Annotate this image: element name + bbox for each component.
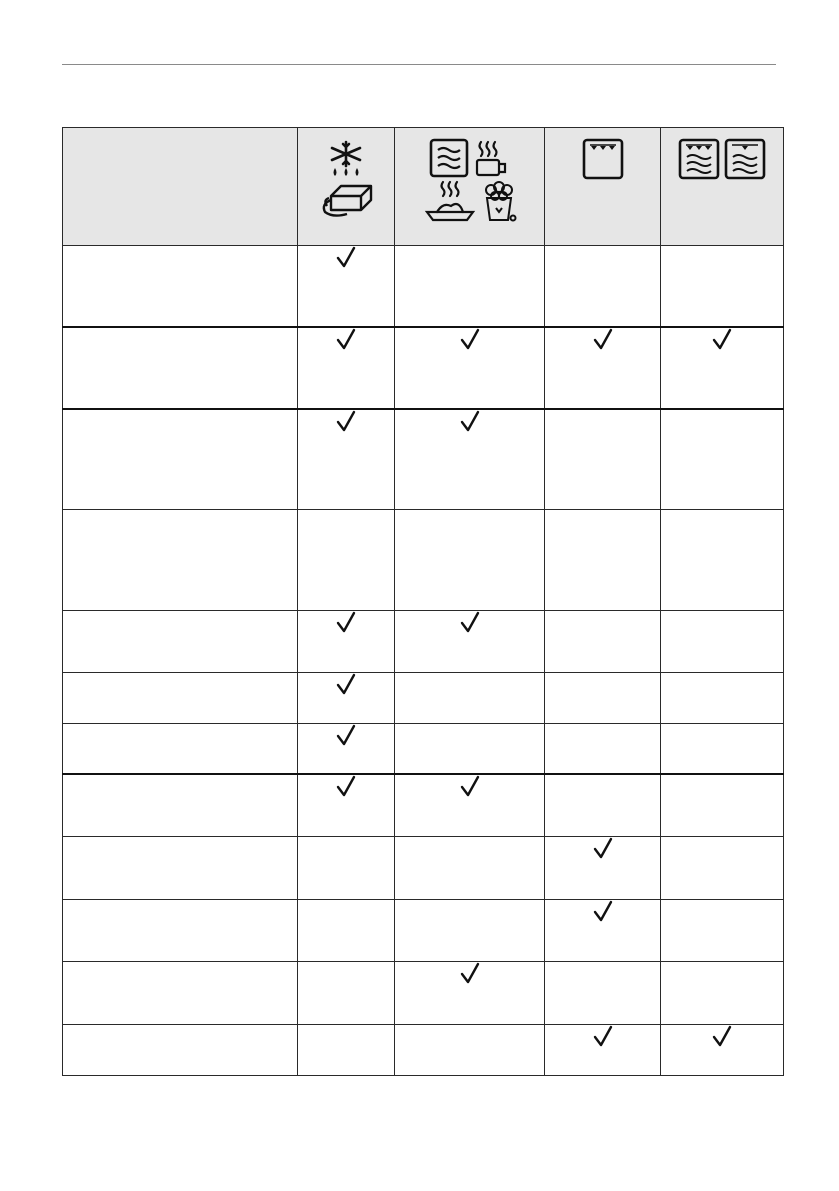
table-header-row [63, 128, 784, 246]
table-row [63, 327, 784, 409]
cell-microwave-reheat [395, 962, 545, 1025]
cup-steam-icon [473, 138, 511, 178]
checkmark-icon [336, 611, 356, 633]
table-row [63, 673, 784, 724]
table-row [63, 409, 784, 510]
cell-microwave-combi [661, 774, 784, 837]
cell-microwave-combi [661, 837, 784, 900]
cell-defrost [298, 962, 395, 1025]
row-label [63, 724, 298, 775]
cell-microwave-combi [661, 510, 784, 611]
cell-microwave-combi [661, 1025, 784, 1076]
cell-defrost [298, 327, 395, 409]
cell-oven-top-heat [545, 724, 661, 775]
table-row [63, 962, 784, 1025]
cell-microwave-reheat [395, 900, 545, 962]
header-microwave-combi [661, 128, 784, 246]
row-label [63, 510, 298, 611]
checkmark-icon [336, 246, 356, 268]
popcorn-icon [481, 180, 517, 224]
row-label [63, 246, 298, 328]
checkmark-icon [460, 328, 480, 350]
cell-microwave-reheat [395, 327, 545, 409]
cell-defrost [298, 900, 395, 962]
table-row [63, 900, 784, 962]
cell-defrost [298, 246, 395, 328]
row-label [63, 900, 298, 962]
cell-microwave-combi [661, 673, 784, 724]
table-row [63, 724, 784, 775]
cell-oven-top-heat [545, 510, 661, 611]
cell-oven-top-heat [545, 837, 661, 900]
cell-microwave-reheat [395, 774, 545, 837]
checkmark-icon [460, 962, 480, 984]
oven-top-heat-icon [582, 138, 624, 180]
table-row [63, 837, 784, 900]
row-label [63, 962, 298, 1025]
cell-microwave-combi [661, 246, 784, 328]
cell-defrost [298, 774, 395, 837]
checkmark-icon [593, 900, 613, 922]
row-label [63, 837, 298, 900]
table-row [63, 774, 784, 837]
cell-microwave-combi [661, 327, 784, 409]
header-microwave-reheat [395, 128, 545, 246]
cell-oven-top-heat [545, 673, 661, 724]
checkmark-icon [336, 410, 356, 432]
checkmark-icon [460, 611, 480, 633]
checkmark-icon [712, 1025, 732, 1047]
microwave-top-heat-icon [678, 138, 720, 180]
cell-oven-top-heat [545, 327, 661, 409]
cell-oven-top-heat [545, 962, 661, 1025]
cell-microwave-combi [661, 900, 784, 962]
compatibility-table [62, 127, 784, 1076]
checkmark-icon [336, 328, 356, 350]
cell-microwave-reheat [395, 246, 545, 328]
checkmark-icon [460, 775, 480, 797]
header-rule [62, 64, 776, 65]
cell-microwave-combi [661, 409, 784, 510]
cell-defrost [298, 1025, 395, 1076]
cell-microwave-reheat [395, 611, 545, 673]
row-label [63, 611, 298, 673]
row-label [63, 327, 298, 409]
defrost-icon [313, 138, 379, 238]
checkmark-icon [460, 410, 480, 432]
cell-microwave-reheat [395, 1025, 545, 1076]
table-body [63, 246, 784, 1076]
checkmark-icon [712, 328, 732, 350]
cell-defrost [298, 724, 395, 775]
cell-defrost [298, 510, 395, 611]
cell-defrost [298, 409, 395, 510]
cell-oven-top-heat [545, 1025, 661, 1076]
cell-microwave-reheat [395, 837, 545, 900]
header-oven-top-heat [545, 128, 661, 246]
row-label [63, 1025, 298, 1076]
cell-oven-top-heat [545, 409, 661, 510]
cell-oven-top-heat [545, 774, 661, 837]
microwave-grill-icon [724, 138, 766, 180]
table-row [63, 611, 784, 673]
microwave-wave-icon [429, 138, 469, 178]
cell-microwave-combi [661, 611, 784, 673]
checkmark-icon [336, 775, 356, 797]
table-row [63, 510, 784, 611]
cell-defrost [298, 611, 395, 673]
cell-defrost [298, 837, 395, 900]
dish-steam-icon [423, 180, 477, 224]
cell-microwave-reheat [395, 409, 545, 510]
cell-oven-top-heat [545, 611, 661, 673]
row-label [63, 774, 298, 837]
checkmark-icon [593, 837, 613, 859]
cell-microwave-reheat [395, 510, 545, 611]
header-label-cell [63, 128, 298, 246]
cell-microwave-combi [661, 724, 784, 775]
cell-defrost [298, 673, 395, 724]
cell-oven-top-heat [545, 900, 661, 962]
checkmark-icon [336, 673, 356, 695]
cell-oven-top-heat [545, 246, 661, 328]
cell-microwave-combi [661, 962, 784, 1025]
header-defrost [298, 128, 395, 246]
table-row [63, 246, 784, 328]
checkmark-icon [593, 1025, 613, 1047]
row-label [63, 409, 298, 510]
cell-microwave-reheat [395, 724, 545, 775]
row-label [63, 673, 298, 724]
cell-microwave-reheat [395, 673, 545, 724]
table-row [63, 1025, 784, 1076]
checkmark-icon [593, 328, 613, 350]
checkmark-icon [336, 724, 356, 746]
